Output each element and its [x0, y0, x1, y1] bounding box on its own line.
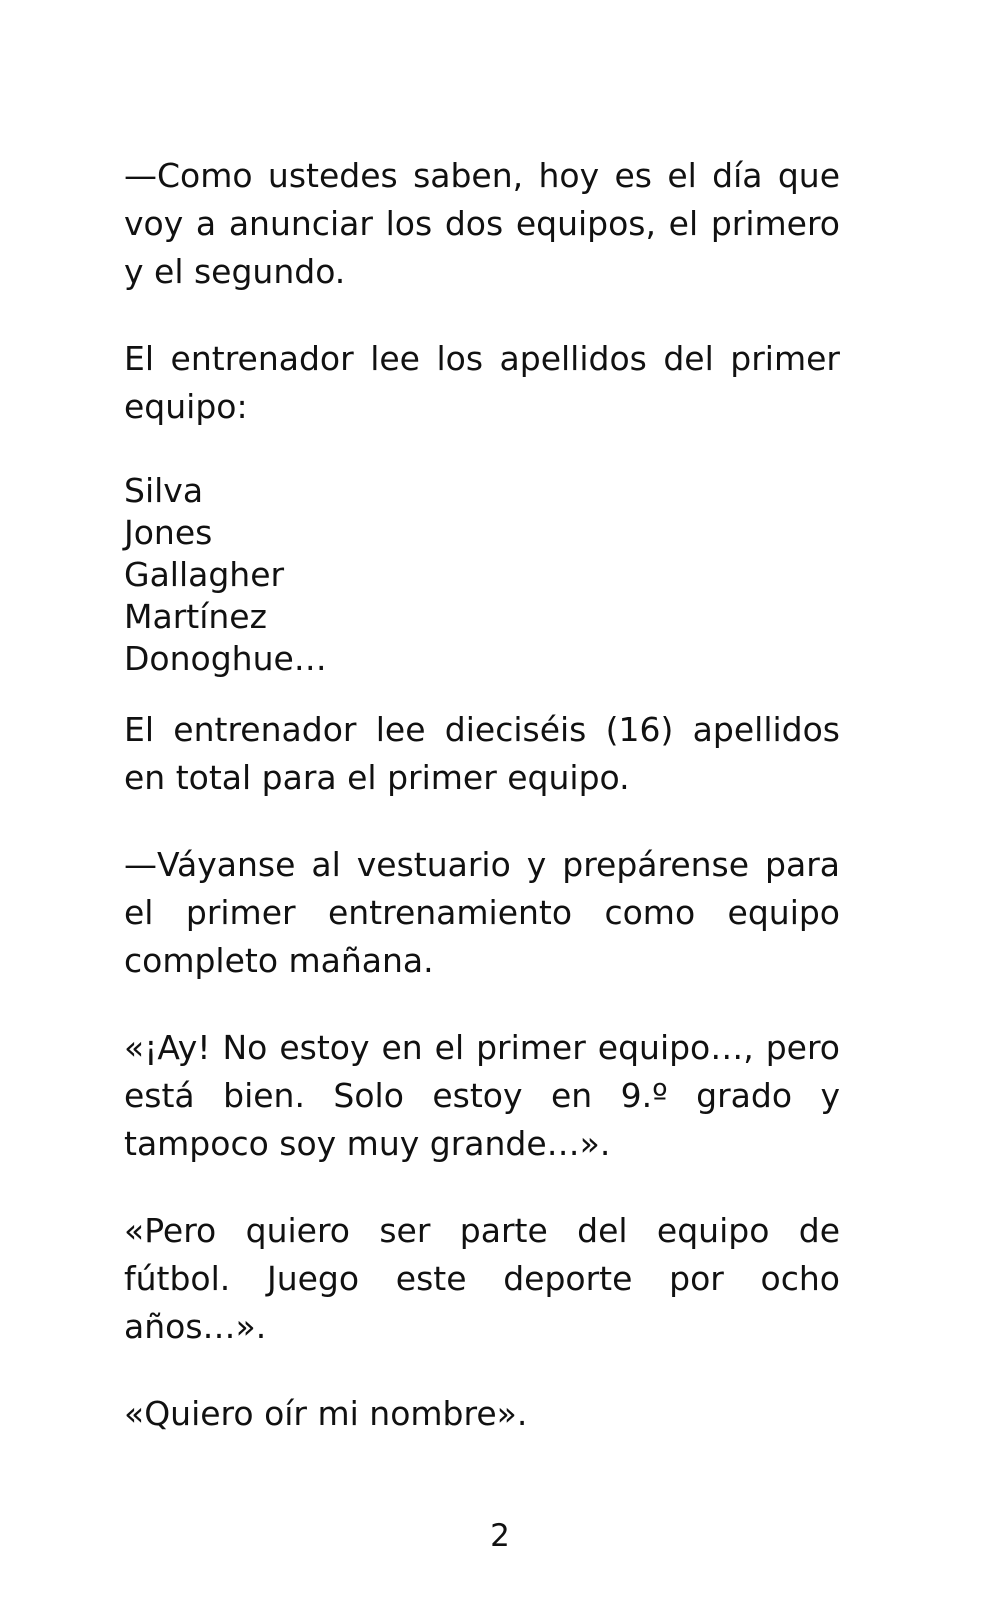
- roster-name: Donoghue…: [124, 639, 327, 678]
- thought-paragraph: «Quiero oír mi nombre».: [124, 1394, 528, 1433]
- page-text: [124, 152, 840, 1477]
- thought-paragraph: «Pero quiero ser parte del equipo de fútbol. Juego este deporte por ocho años…».: [124, 1211, 840, 1346]
- roster-name: Martínez: [124, 597, 267, 636]
- dialogue-paragraph: —Váyanse al vestuario y prepárense para el primer entrenamiento como equipo completo mañana.: [124, 845, 840, 980]
- roster-name: Gallagher: [124, 555, 285, 594]
- thought-paragraph: «¡Ay! No estoy en el primer equipo…, pero está bien. Solo estoy en 9.º grado y tampoco soy muy grande…».: [124, 1028, 840, 1163]
- narration-paragraph: El entrenador lee los apellidos del primer equipo:: [124, 339, 840, 426]
- page-number: 2: [490, 1518, 510, 1554]
- roster-name: Jones: [124, 513, 213, 552]
- narration-paragraph: El entrenador lee dieciséis (16) apellidos en total para el primer equipo.: [124, 710, 840, 797]
- dialogue-paragraph: —Como ustedes saben, hoy es el día que voy a anunciar los dos equipos, el primero y el segundo.: [124, 156, 840, 291]
- roster-name: Silva: [124, 471, 204, 510]
- team-roster-list: [124, 470, 840, 680]
